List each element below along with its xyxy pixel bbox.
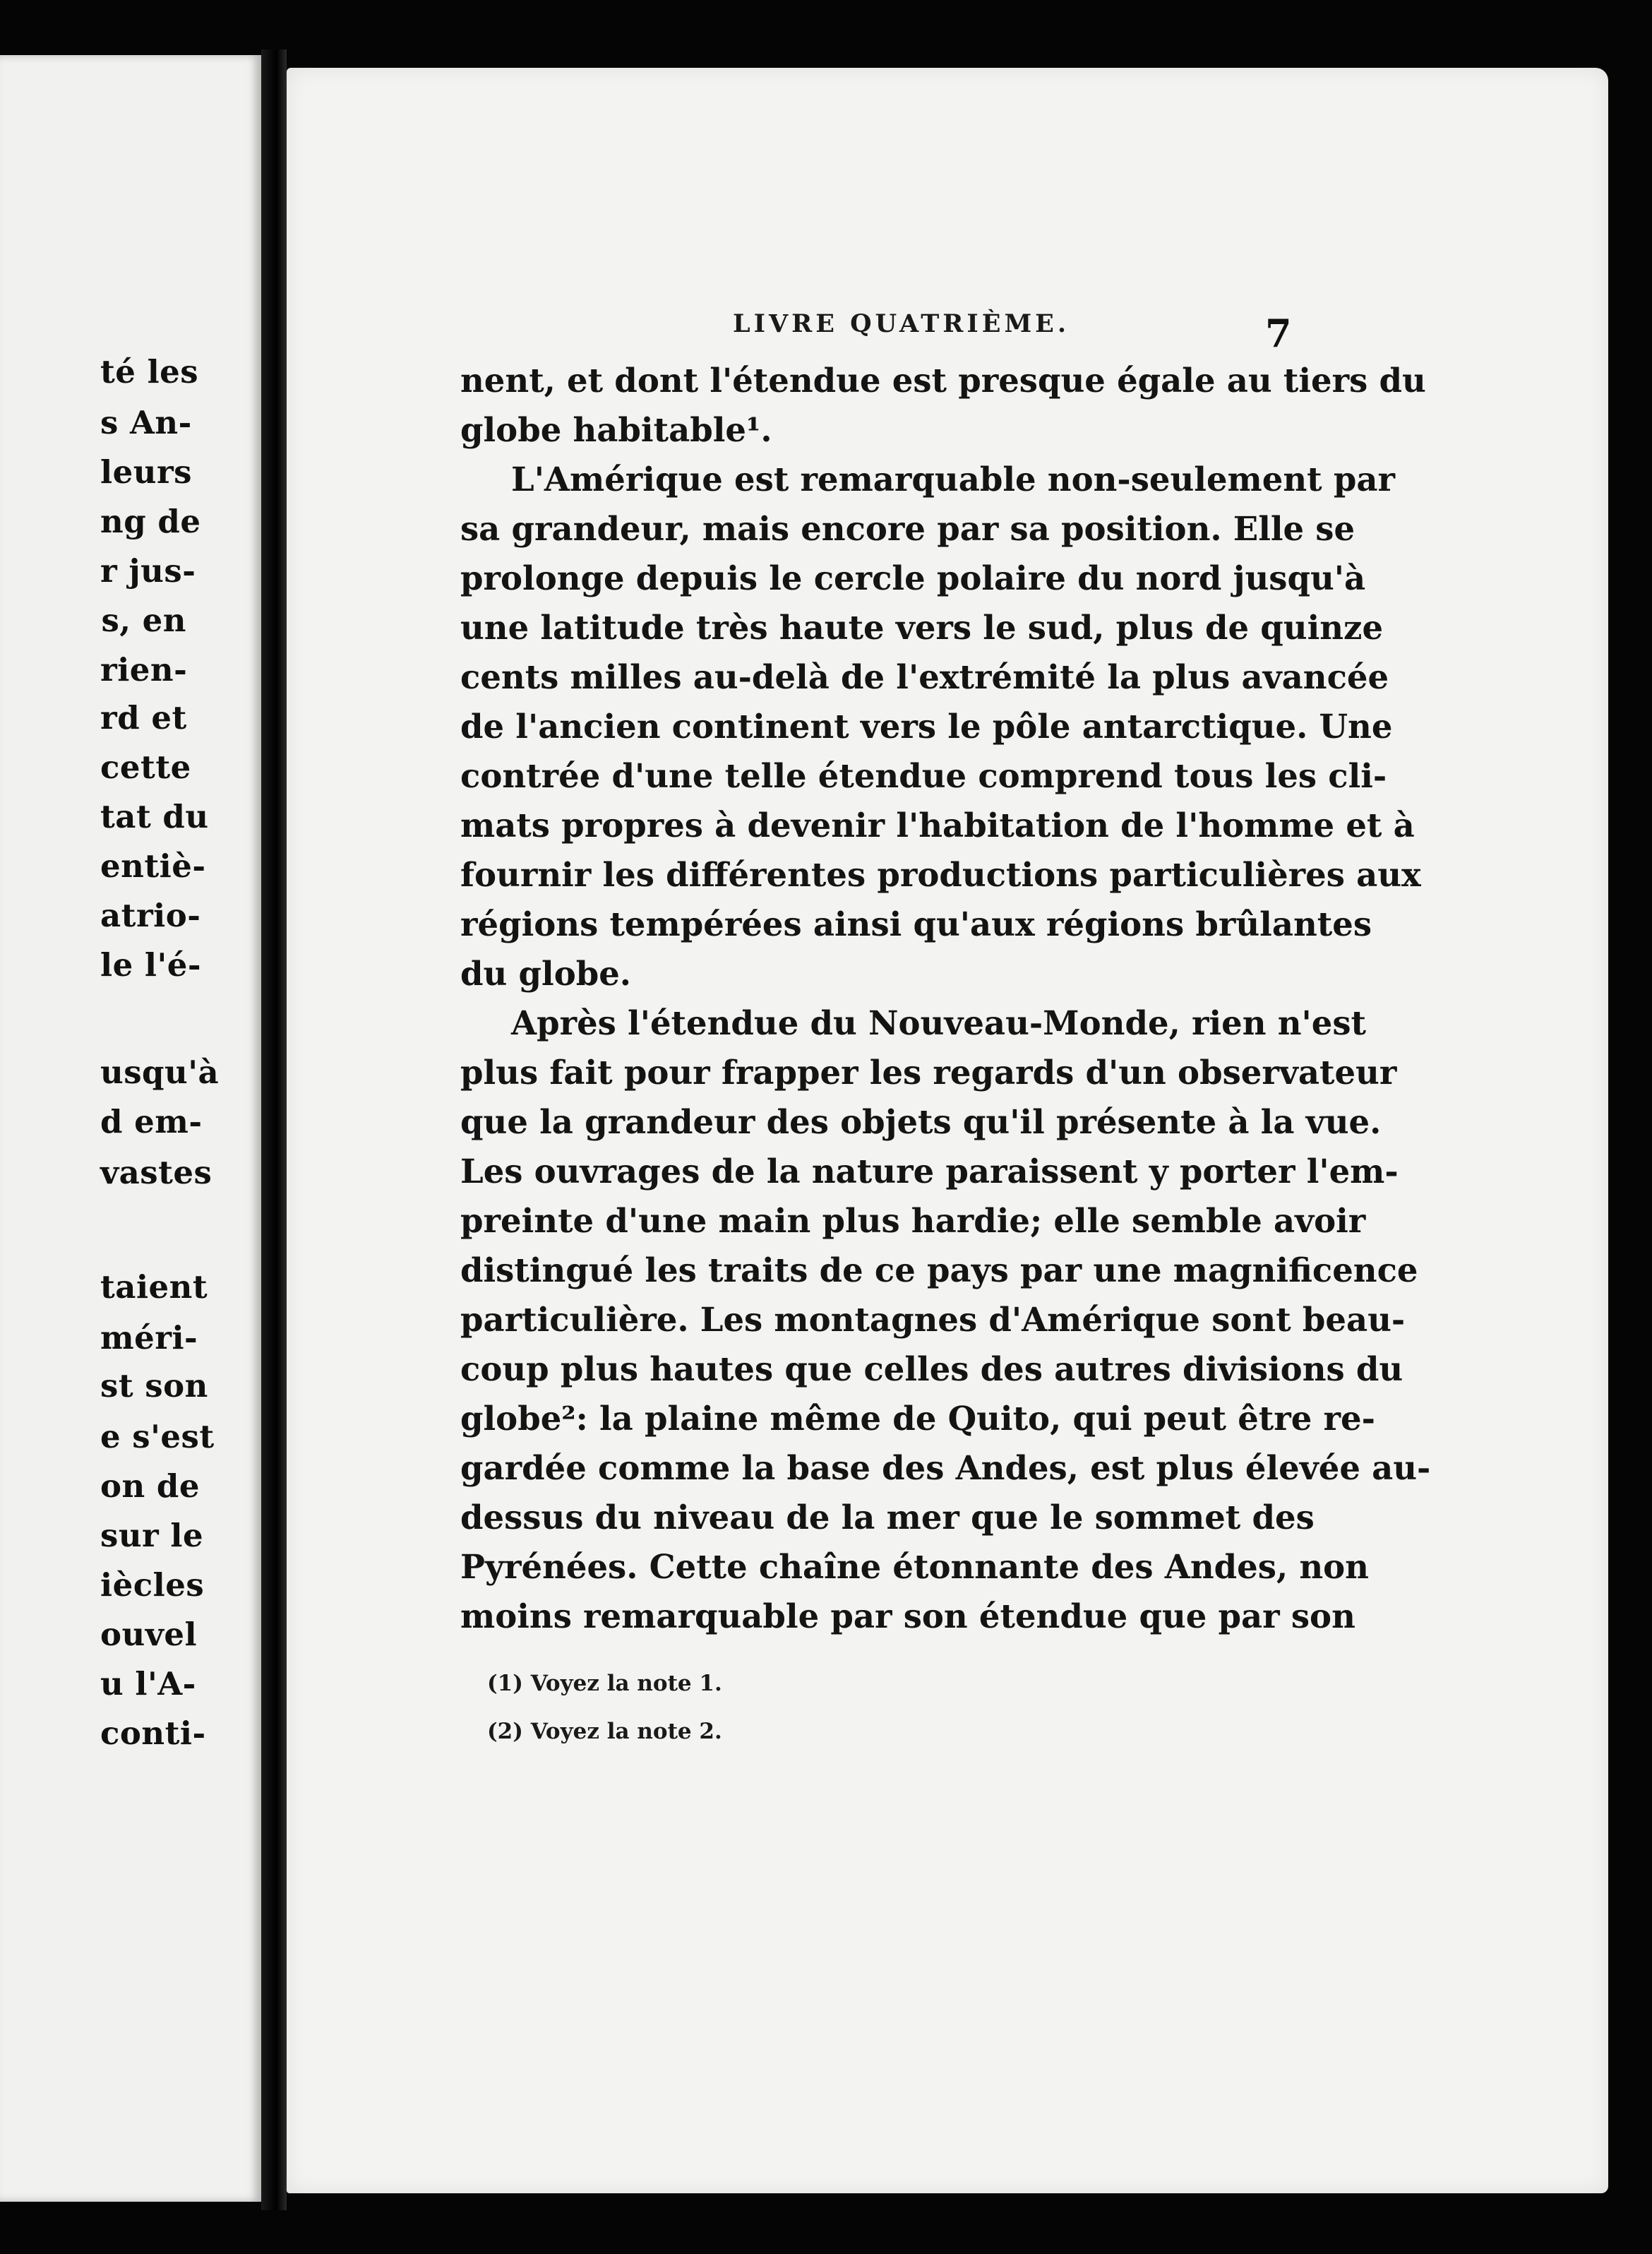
text-line: preinte d'une main plus hardie; elle semble avoir: [460, 1201, 1366, 1240]
text-line: que la grandeur des objets qu'il présente à la vue.: [460, 1102, 1382, 1141]
page-number: 7: [1265, 311, 1292, 356]
text-line: globe²: la plaine même de Quito, qui peut être re-: [460, 1399, 1375, 1438]
text-line: gardée comme la base des Andes, est plus élevée au-: [460, 1448, 1431, 1487]
text-line: Pyrénées. Cette chaîne étonnante des Andes, non: [460, 1547, 1369, 1586]
text-line: particulière. Les montagnes d'Amérique sont beau-: [460, 1300, 1406, 1339]
text-line: distingué les traits de ce pays par une magnificence: [460, 1251, 1418, 1289]
text-line: du globe.: [460, 954, 631, 993]
text-line: de l'ancien continent vers le pôle antarctique. Une: [460, 707, 1393, 746]
text-line: sa grandeur, mais encore par sa position. Elle se: [460, 509, 1355, 548]
text-line: Les ouvrages de la nature paraissent y porter l'em-: [460, 1152, 1399, 1191]
text-line: régions tempérées ainsi qu'aux régions brûlantes: [460, 905, 1372, 943]
previous-page-fragment: té les s An- leurs ng de r jus- s, en rien- rd et cette tat du entiè- atrio- le l'é- usqu'à d em- vastes taient méri- st son e s'est on de sur le iècles ouvel u l'A- conti-: [0, 55, 261, 2202]
text-line: une latitude très haute vers le sud, plus de quinze: [460, 608, 1384, 647]
text-line: globe habitable¹.: [460, 410, 772, 449]
text-line: moins remarquable par son étendue que par son: [460, 1597, 1355, 1635]
text-line: nent, et dont l'étendue est presque égale au tiers du: [460, 361, 1426, 400]
text-line: cents milles au-delà de l'extrémité la plus avancée: [460, 657, 1389, 696]
paragraph-start-line: Après l'étendue du Nouveau-Monde, rien n'est: [511, 1003, 1366, 1042]
footnote: (1) Voyez la note 1.: [487, 1671, 722, 1696]
text-line: dessus du niveau de la mer que le sommet des: [460, 1498, 1315, 1537]
running-head: LIVRE QUATRIÈME.: [733, 309, 1070, 338]
paragraph-start-line: L'Amérique est remarquable non-seulement par: [511, 460, 1395, 499]
text-line: plus fait pour frapper les regards d'un observateur: [460, 1053, 1397, 1092]
text-line: fournir les différentes productions particulières aux: [460, 855, 1421, 894]
book-gutter: [261, 49, 287, 2210]
text-line: coup plus hautes que celles des autres divisions du: [460, 1349, 1403, 1388]
text-line: contrée d'une telle étendue comprend tous les cli-: [460, 756, 1387, 795]
footnote: (2) Voyez la note 2.: [487, 1719, 722, 1744]
text-line: mats propres à devenir l'habitation de l'homme et à: [460, 806, 1415, 845]
text-line: prolonge depuis le cercle polaire du nord jusqu'à: [460, 559, 1366, 597]
